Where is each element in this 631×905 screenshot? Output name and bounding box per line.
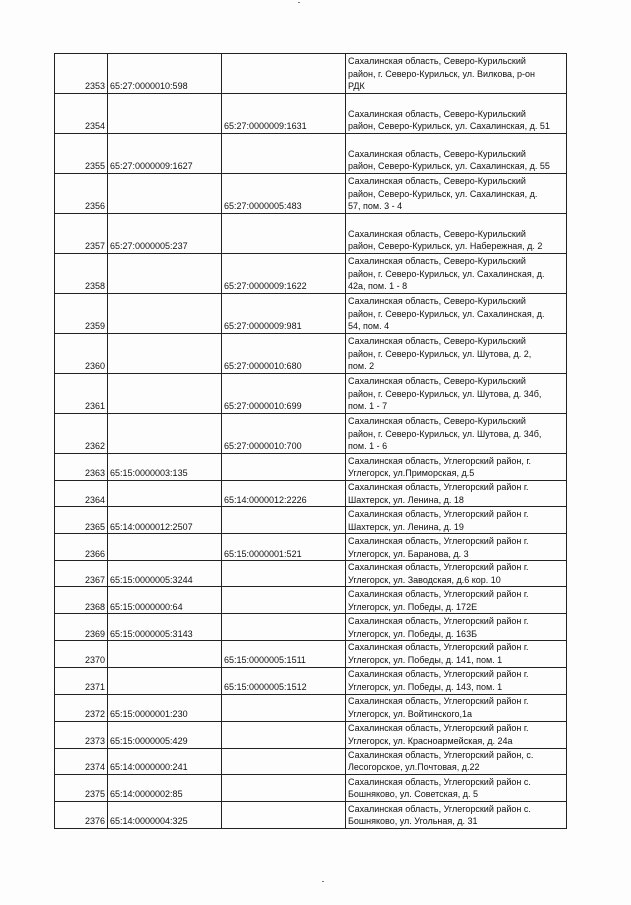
address-line: Шахтерск, ул. Ленина, д. 18 — [348, 494, 464, 505]
address-line: пом. 1 - 7 — [348, 401, 388, 412]
address-cell — [346, 801, 567, 828]
address-line: 42а, пом. 1 - 8 — [348, 281, 408, 292]
cadastral-number-cell: 65:15:0000000:64 — [108, 587, 222, 614]
table-row — [55, 507, 567, 534]
address-line: Шахтерск, ул. Ленина, д. 19 — [348, 521, 464, 532]
address-line: Сахалинская область, Углегорский район г. — [348, 616, 529, 627]
address-line: район, Северо-Курильск, ул. Набережная, д. 2 — [348, 241, 543, 252]
address-cell — [346, 254, 567, 294]
premises-cadastral-number-cell — [222, 801, 346, 828]
address-cell — [346, 614, 567, 641]
address-cell — [346, 721, 567, 748]
row-number-cell: 2358 — [55, 254, 108, 294]
address-line — [348, 95, 564, 108]
address-line: пом. 1 - 6 — [348, 441, 388, 452]
address-line: Сахалинская область, Северо-Курильский — [348, 296, 526, 307]
premises-cadastral-number-cell — [222, 614, 346, 641]
property-registry-table — [54, 53, 567, 829]
address-line: Сахалинская область, Углегорский район г. — [348, 642, 529, 653]
address-cell — [346, 667, 567, 694]
address-line: Углегорск, ул. Войтинского,1а — [348, 708, 473, 719]
premises-cadastral-number-cell — [222, 454, 346, 481]
premises-cadastral-number-cell — [222, 748, 346, 774]
table-row — [55, 254, 567, 294]
address-line: Сахалинская область, Северо-Курильский — [348, 336, 526, 347]
address-cell — [346, 334, 567, 374]
cadastral-number-cell — [108, 481, 222, 507]
address-line: Сахалинская область, Углегорский район, г. — [348, 455, 532, 466]
address-line: Сахалинская область, Северо-Курильский — [348, 416, 526, 427]
premises-cadastral-number-cell — [222, 721, 346, 748]
row-number-cell: 2360 — [55, 334, 108, 374]
address-line: Сахалинская область, Углегорский район г. — [348, 669, 529, 680]
table-row — [55, 54, 567, 94]
cadastral-number-cell: 65:15:0000001:230 — [108, 694, 222, 721]
row-number-cell: 2369 — [55, 614, 108, 641]
address-line: Углегорск, ул.Приморская, д.5 — [348, 468, 475, 479]
premises-cadastral-number-cell: 65:27:0000009:981 — [222, 294, 346, 334]
address-cell — [346, 748, 567, 774]
premises-cadastral-number-cell: 65:27:0000009:1622 — [222, 254, 346, 294]
address-cell — [346, 534, 567, 561]
premises-cadastral-number-cell: 65:27:0000005:483 — [222, 174, 346, 214]
row-number-cell: 2365 — [55, 507, 108, 534]
table-row — [55, 481, 567, 507]
table-row — [55, 748, 567, 774]
premises-cadastral-number-cell — [222, 694, 346, 721]
address-cell — [346, 294, 567, 334]
row-number-cell: 2375 — [55, 774, 108, 801]
table-row — [55, 374, 567, 414]
address-line: 57, пом. 3 - 4 — [348, 201, 403, 212]
table-row — [55, 94, 567, 134]
address-line: Бошняково, ул. Советская, д. 5 — [348, 789, 478, 800]
row-number-cell: 2354 — [55, 94, 108, 134]
address-cell — [346, 414, 567, 454]
premises-cadastral-number-cell: 65:27:0000009:1631 — [222, 94, 346, 134]
row-number-cell: 2361 — [55, 374, 108, 414]
premises-cadastral-number-cell — [222, 214, 346, 254]
address-line: Углегорск, ул. Победы, д. 172Е — [348, 601, 478, 612]
address-cell — [346, 214, 567, 254]
address-cell — [346, 507, 567, 534]
address-line: Углегорск, ул. Красноармейская, д. 24а — [348, 735, 513, 746]
table-row — [55, 534, 567, 561]
premises-cadastral-number-cell — [222, 507, 346, 534]
table-row — [55, 614, 567, 641]
premises-cadastral-number-cell: 65:15:0000001:521 — [222, 534, 346, 561]
address-line: Сахалинская область, Углегорский район г. — [348, 589, 529, 600]
address-cell — [346, 561, 567, 587]
address-cell — [346, 481, 567, 507]
premises-cadastral-number-cell — [222, 774, 346, 801]
row-number-cell: 2370 — [55, 641, 108, 667]
address-line — [348, 135, 564, 148]
row-number-cell: 2376 — [55, 801, 108, 828]
cadastral-number-cell: 65:27:0000005:237 — [108, 214, 222, 254]
cadastral-number-cell — [108, 254, 222, 294]
row-number-cell: 2364 — [55, 481, 108, 507]
address-line: Сахалинская область, Углегорский район г. — [348, 482, 529, 492]
cadastral-number-cell — [108, 667, 222, 694]
table-row — [55, 587, 567, 614]
row-number-cell: 2374 — [55, 748, 108, 774]
address-line: район, г. Северо-Курильск, ул. Шутова, д. 34б, — [348, 428, 542, 439]
address-line: Сахалинская область, Северо-Курильский — [348, 108, 526, 119]
address-line: район, г. Северо-Курильск, ул. Сахалинская, д. — [348, 308, 545, 319]
table-row — [55, 134, 567, 174]
row-number-cell: 2357 — [55, 214, 108, 254]
address-line: Сахалинская область, Углегорский район, с. — [348, 749, 534, 760]
row-number-cell: 2372 — [55, 694, 108, 721]
row-number-cell: 2368 — [55, 587, 108, 614]
cadastral-number-cell — [108, 414, 222, 454]
address-line: Сахалинская область, Северо-Курильский — [348, 228, 526, 239]
table-row — [55, 334, 567, 374]
scan-speck — [322, 881, 324, 882]
premises-cadastral-number-cell — [222, 134, 346, 174]
premises-cadastral-number-cell: 65:27:0000010:700 — [222, 414, 346, 454]
address-line: район, Северо-Курильск, ул. Сахалинская, д. 55 — [348, 161, 550, 172]
address-line: Сахалинская область, Углегорский район г. — [348, 509, 529, 519]
row-number-cell: 2373 — [55, 721, 108, 748]
premises-cadastral-number-cell: 65:27:0000010:680 — [222, 334, 346, 374]
address-line: Сахалинская область, Северо-Курильский — [348, 56, 526, 67]
address-cell — [346, 134, 567, 174]
address-line: Углегорск, ул. Баранова, д. 3 — [348, 548, 469, 559]
cadastral-number-cell: 65:14:0000004:325 — [108, 801, 222, 828]
table-row — [55, 641, 567, 667]
cadastral-number-cell — [108, 534, 222, 561]
table-row — [55, 454, 567, 481]
scan-speck — [298, 2, 300, 3]
premises-cadastral-number-cell: 65:14:0000012:2226 — [222, 481, 346, 507]
address-line: Сахалинская область, Углегорский район г. — [348, 562, 529, 573]
cadastral-number-cell: 65:27:0000010:598 — [108, 54, 222, 94]
premises-cadastral-number-cell — [222, 587, 346, 614]
address-cell — [346, 54, 567, 94]
premises-cadastral-number-cell: 65:15:0000005:1512 — [222, 667, 346, 694]
address-line: район, г. Северо-Курильск, ул. Шутова, д. 2, — [348, 348, 532, 359]
row-number-cell: 2362 — [55, 414, 108, 454]
table-row — [55, 721, 567, 748]
table-row — [55, 174, 567, 214]
address-line: Бошняково, ул. Угольная, д. 31 — [348, 816, 478, 827]
cadastral-number-cell: 65:14:0000002:85 — [108, 774, 222, 801]
address-line: Сахалинская область, Северо-Курильский — [348, 376, 526, 387]
table-row — [55, 414, 567, 454]
cadastral-number-cell: 65:27:0000009:1627 — [108, 134, 222, 174]
address-line: Углегорск, ул. Заводская, д.6 кор. 10 — [348, 574, 501, 585]
address-line: Сахалинская область, Углегорский район с. — [348, 803, 531, 814]
cadastral-number-cell — [108, 174, 222, 214]
table-row — [55, 214, 567, 254]
address-line: пом. 2 — [348, 361, 375, 372]
cadastral-number-cell: 65:15:0000005:3244 — [108, 561, 222, 587]
address-line: Сахалинская область, Углегорский район с. — [348, 776, 531, 787]
address-line: Углегорск, ул. Победы, д. 163Б — [348, 628, 477, 639]
address-line: Сахалинская область, Северо-Курильский — [348, 176, 526, 187]
address-line: Сахалинская область, Углегорский район г. — [348, 536, 529, 546]
table-row — [55, 667, 567, 694]
address-cell — [346, 694, 567, 721]
address-cell — [346, 454, 567, 481]
table-row — [55, 694, 567, 721]
table-row — [55, 801, 567, 828]
address-line: район, Северо-Курильск, ул. Сахалинская, д. — [348, 188, 538, 199]
cadastral-number-cell — [108, 641, 222, 667]
premises-cadastral-number-cell: 65:15:0000005:1511 — [222, 641, 346, 667]
table-row — [55, 774, 567, 801]
row-number-cell: 2371 — [55, 667, 108, 694]
address-line: Сахалинская область, Углегорский район г. — [348, 723, 529, 734]
address-line: Сахалинская область, Северо-Курильский — [348, 256, 526, 267]
cadastral-number-cell: 65:15:0000005:429 — [108, 721, 222, 748]
address-cell — [346, 94, 567, 134]
row-number-cell: 2367 — [55, 561, 108, 587]
cadastral-number-cell — [108, 374, 222, 414]
address-line: район, Северо-Курильск, ул. Сахалинская, д. 51 — [348, 121, 550, 132]
cadastral-number-cell: 65:15:0000005:3143 — [108, 614, 222, 641]
table-row — [55, 561, 567, 587]
address-line: район, г. Северо-Курильск, ул. Шутова, д. 34б, — [348, 388, 542, 399]
cadastral-number-cell — [108, 94, 222, 134]
table-body — [55, 54, 567, 829]
row-number-cell: 2359 — [55, 294, 108, 334]
address-cell — [346, 587, 567, 614]
address-cell — [346, 641, 567, 667]
premises-cadastral-number-cell — [222, 561, 346, 587]
address-line: 54, пом. 4 — [348, 321, 390, 332]
address-line: Сахалинская область, Углегорский район г. — [348, 696, 529, 707]
address-cell — [346, 374, 567, 414]
premises-cadastral-number-cell — [222, 54, 346, 94]
address-line: Углегорск, ул. Победы, д. 141, пом. 1 — [348, 654, 503, 665]
address-cell — [346, 774, 567, 801]
table-row — [55, 294, 567, 334]
row-number-cell: 2353 — [55, 54, 108, 94]
row-number-cell: 2366 — [55, 534, 108, 561]
cadastral-number-cell — [108, 294, 222, 334]
premises-cadastral-number-cell: 65:27:0000010:699 — [222, 374, 346, 414]
address-cell — [346, 174, 567, 214]
address-line — [348, 215, 564, 228]
row-number-cell: 2356 — [55, 174, 108, 214]
cadastral-number-cell — [108, 334, 222, 374]
address-line: район, г. Северо-Курильск, ул. Сахалинская, д. — [348, 268, 545, 279]
cadastral-number-cell: 65:15:0000003:135 — [108, 454, 222, 481]
address-line: Углегорск, ул. Победы, д. 143, пом. 1 — [348, 681, 503, 692]
address-line: район, г. Северо-Курильск, ул. Вилкова, р-он — [348, 68, 535, 79]
address-line: Сахалинская область, Северо-Курильский — [348, 148, 526, 159]
address-line: Лесогорское, ул.Почтовая, д.22 — [348, 762, 480, 773]
row-number-cell: 2355 — [55, 134, 108, 174]
address-line: РДК — [348, 81, 365, 92]
row-number-cell: 2363 — [55, 454, 108, 481]
cadastral-number-cell: 65:14:0000000:241 — [108, 748, 222, 774]
cadastral-number-cell: 65:14:0000012:2507 — [108, 507, 222, 534]
